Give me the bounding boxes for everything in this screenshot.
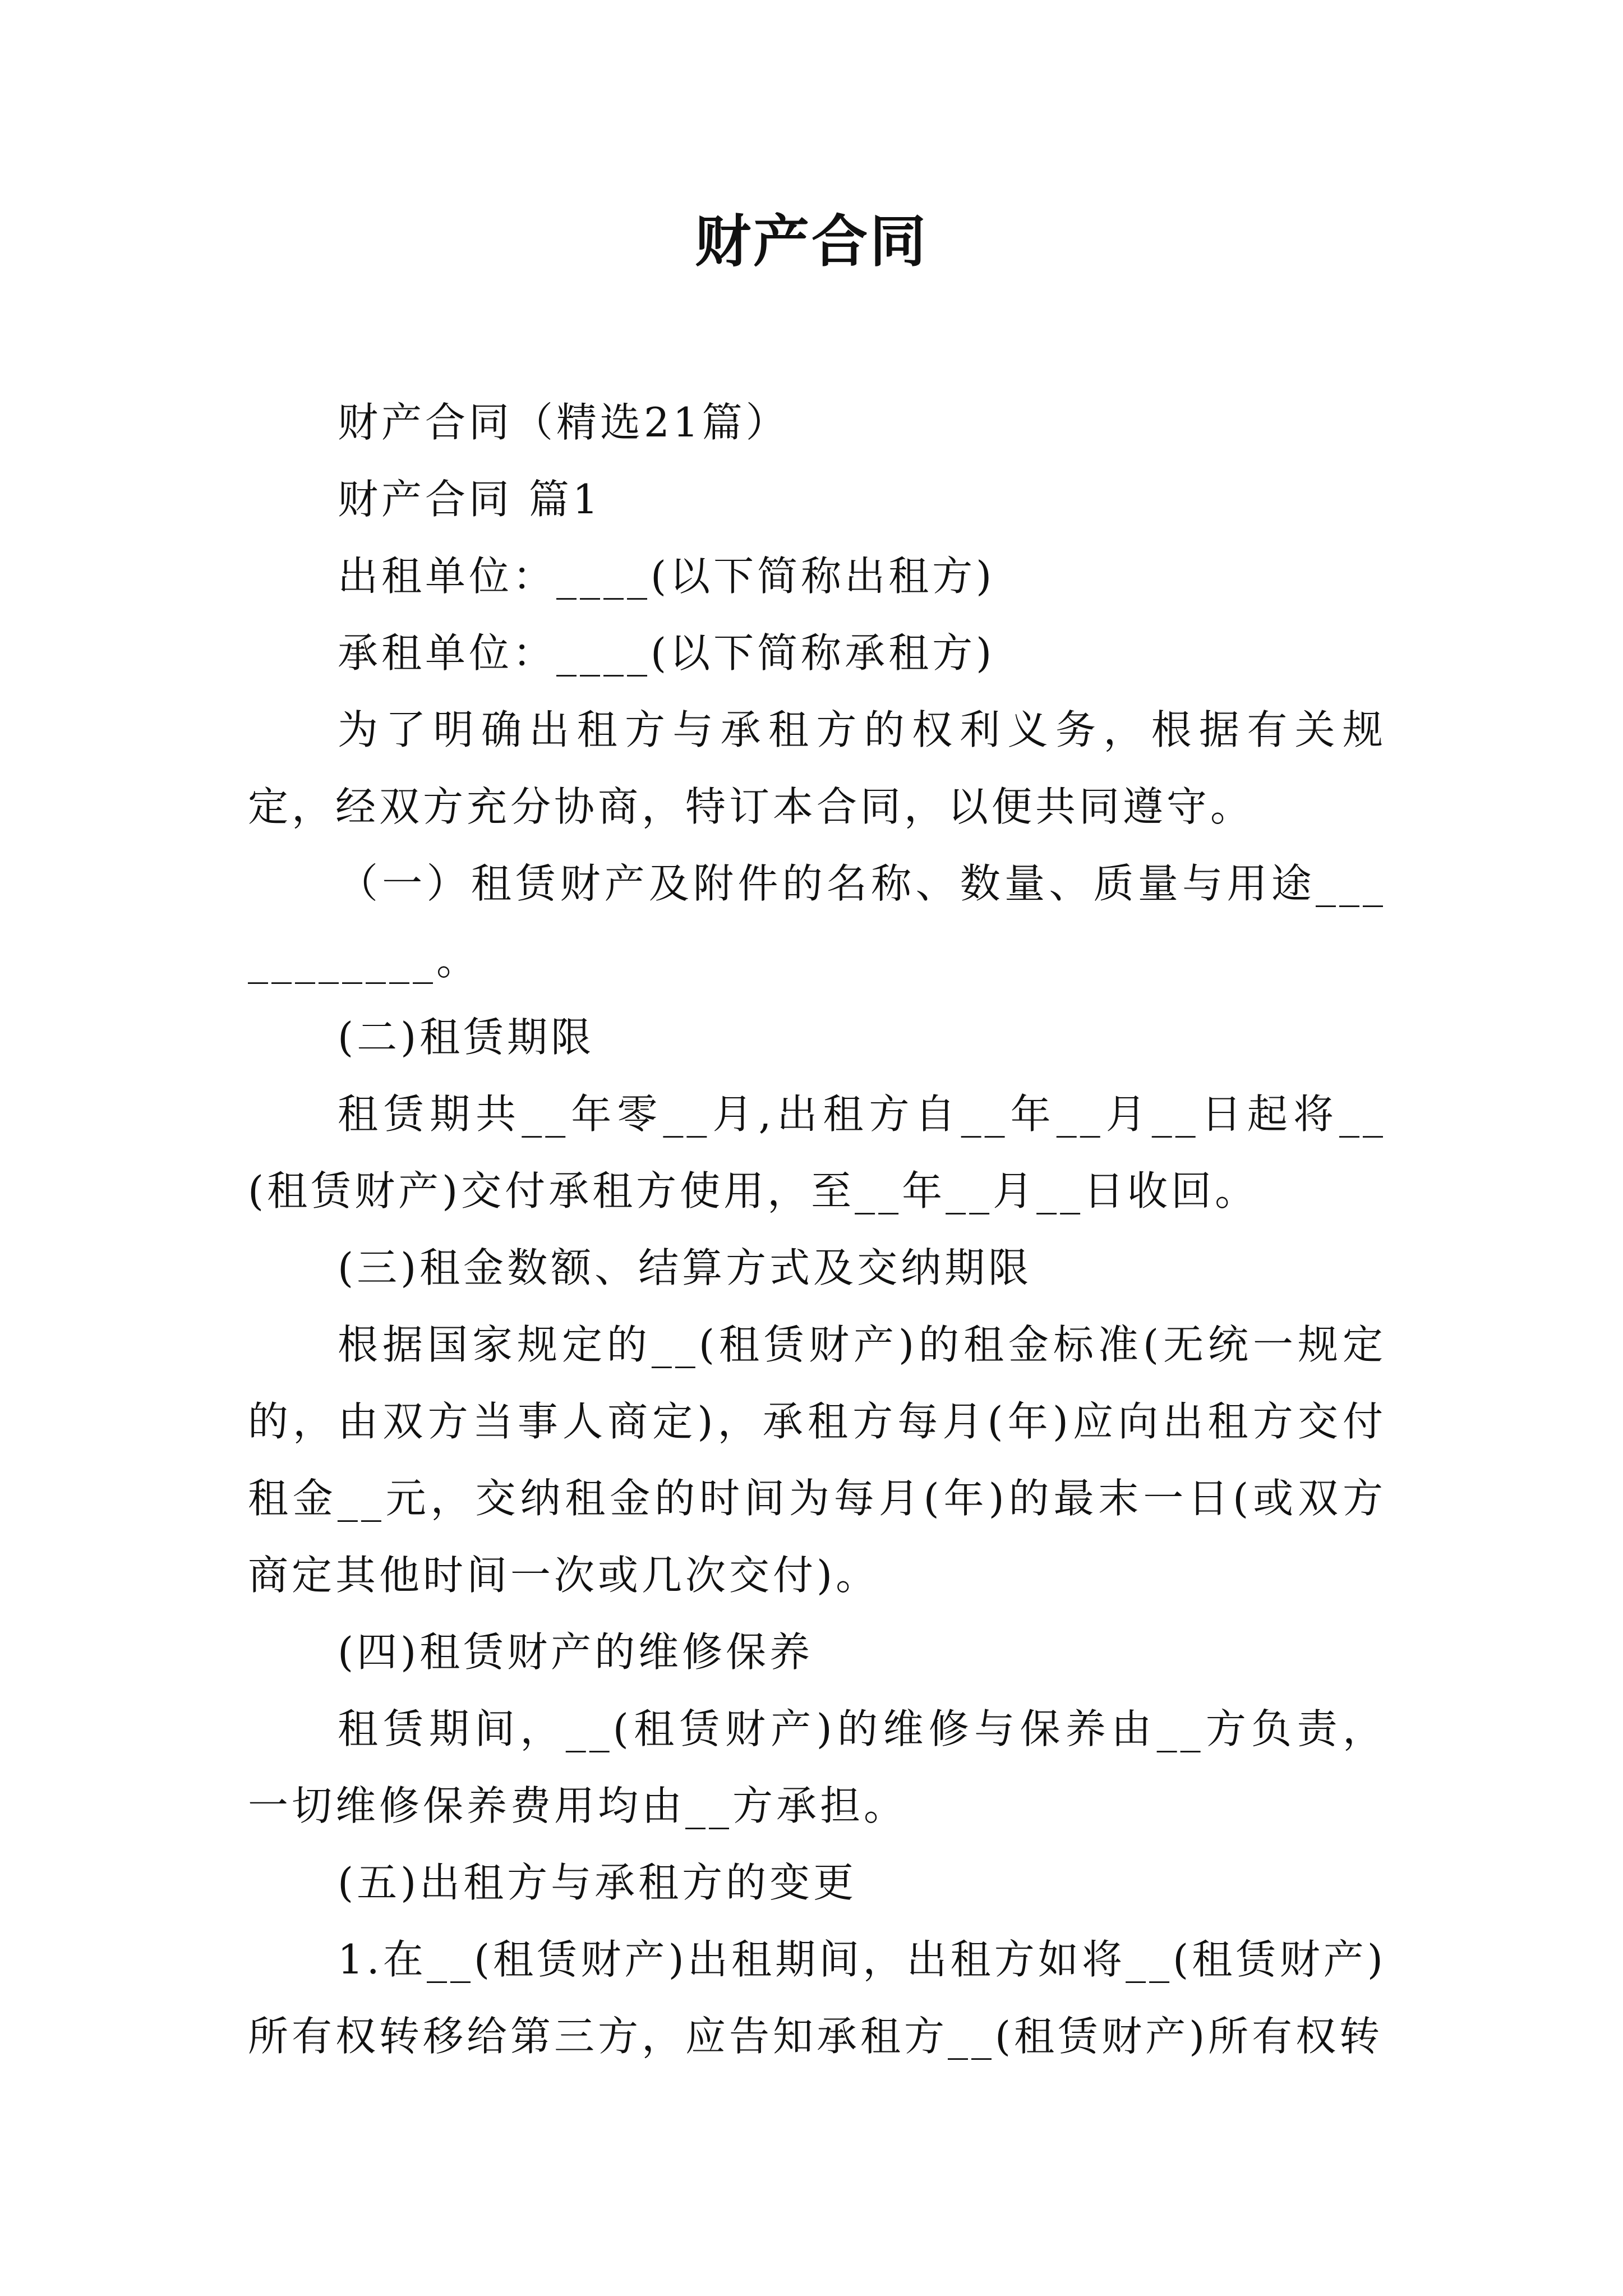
paragraph-transfer: 1.在__(租赁财产)出租期间，出租方如将__(租赁财产)所有权转移给第三方，应告知承租方__(租赁财产)所有权转 [248,1936,1386,2060]
paragraph-section-heading: 财产合同 篇1 [338,476,602,523]
paragraph-rent: 根据国家规定的__(租赁财产)的租金标准(无统一规定的，由双方当事人商定)，承租方每月(年)应向出租方交付租金__元，交纳租金的时间为每月(年)的最末一日(或双方商定其他时间一次或几次交付)。 [248,1321,1386,1599]
paragraph-clause-4-heading: (四)租赁财产的维修保养 [338,1628,814,1676]
paragraph-lessor: 出租单位：____(以下简称出租方) [338,553,995,600]
paragraph-subtitle: 财产合同（精选21篇） [338,399,790,446]
paragraph-clause-5-heading: (五)出租方与承租方的变更 [338,1859,857,1906]
paragraph-clause-2-heading: (二)租赁期限 [338,1014,595,1061]
paragraph-lessee: 承租单位：____(以下简称承租方) [338,629,995,677]
paragraph-lease-term: 租赁期共__年零__月,出租方自__年__月__日起将__(租赁财产)交付承租方使用，至__年__月__日收回。 [248,1091,1386,1214]
document-title: 财产合同 [695,208,928,274]
paragraph-purpose: 为了明确出租方与承租方的权利义务，根据有关规定，经双方充分协商，特订本合同，以便共同遵守。 [248,706,1386,830]
paragraph-maintenance: 租赁期间，__(租赁财产)的维修与保养由__方负责，一切维修保养费用均由__方承担。 [248,1705,1386,1829]
paragraph-clause-1: （一）租赁财产及附件的名称、数量、质量与用途___________。 [248,860,1386,984]
document-body [248,384,1386,2075]
paragraph-clause-3-heading: (三)租金数额、结算方式及交纳期限 [338,1244,1032,1291]
